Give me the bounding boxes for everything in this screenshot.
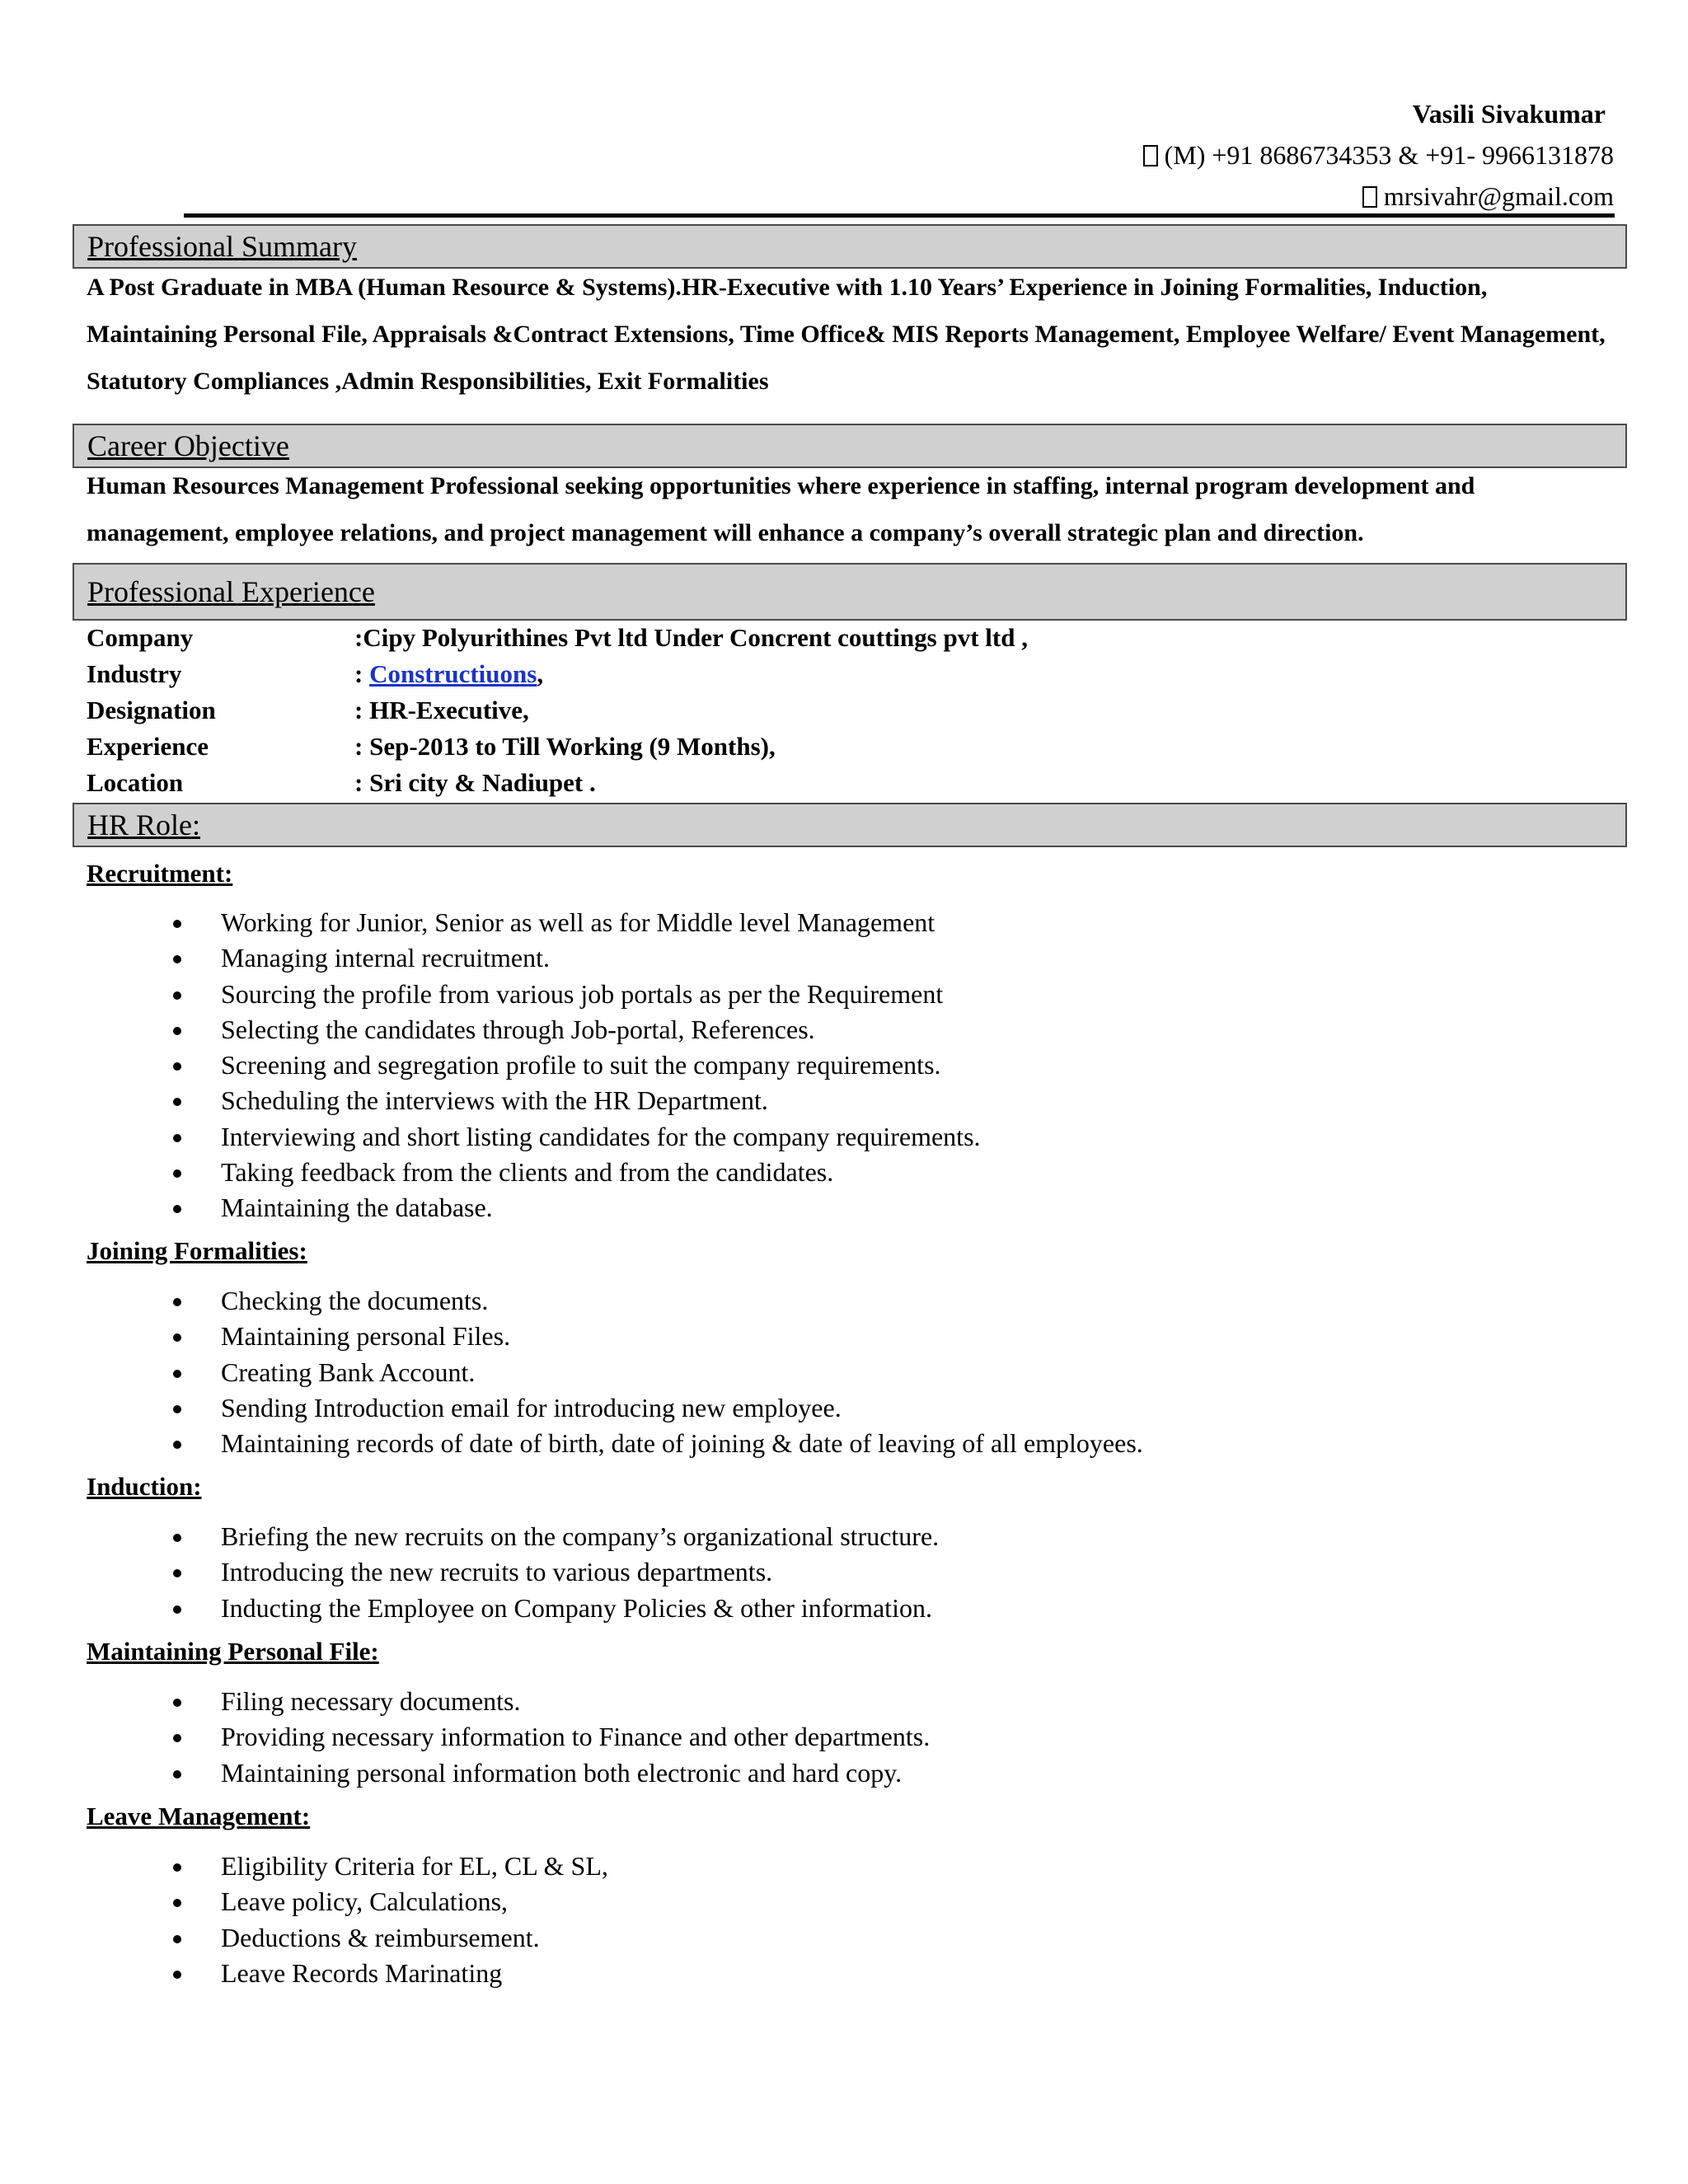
list-item-text: Sending Introduction email for introducing new employee.	[221, 1392, 842, 1422]
detail-row-company	[87, 620, 1028, 656]
detail-row-designation	[87, 692, 1028, 729]
bullet-icon	[173, 1333, 181, 1342]
subheading-joining: Joining Formalities:	[87, 1236, 307, 1265]
list-item-text: Leave policy, Calculations,	[221, 1886, 509, 1917]
bullet-icon	[173, 1405, 181, 1413]
detail-label: Experience	[87, 732, 209, 761]
objective-paragraph: Human Resources Management Professional seeking opportunities where experience in staffing, internal program development and management, employee relations, and project management will enhance a company’s overall strategic plan and direction.	[87, 472, 1475, 546]
bullet-icon	[173, 1370, 181, 1378]
list-item	[0, 1554, 939, 1590]
bullet-icon	[173, 1062, 181, 1071]
list-item	[0, 1719, 930, 1755]
list-item-text: Interviewing and short listing candidates for the company requirements.	[221, 1121, 981, 1151]
bullet-icon	[173, 1134, 181, 1142]
email-text: mrsivahr@gmail.com	[1383, 181, 1614, 211]
list-item-text: Filing necessary documents.	[221, 1686, 521, 1716]
list-item-text: Scheduling the interviews with the HR Department.	[221, 1085, 768, 1116]
list-item	[0, 1390, 1143, 1426]
bullet-icon	[173, 1863, 181, 1872]
candidate-name: Vasili Sivakumar	[1412, 99, 1606, 129]
detail-row-experience	[87, 729, 1028, 765]
bullet-icon	[173, 1971, 181, 1979]
list-item-text: Inducting the Employee on Company Policies & other information.	[221, 1592, 932, 1623]
list-item	[0, 1920, 608, 1956]
list-item-text: Leave Records Marinating	[221, 1957, 503, 1988]
detail-label: Designation	[87, 696, 216, 724]
list-item	[0, 1755, 930, 1791]
subheading-induction: Induction:	[87, 1472, 202, 1501]
bullet-icon	[173, 1534, 181, 1542]
list-item-text: Maintaining personal information both electronic and hard copy.	[221, 1757, 903, 1788]
list-item	[0, 1684, 930, 1719]
list-item	[0, 1884, 608, 1919]
bullet-icon	[173, 955, 181, 963]
section-header-hr-role: HR Role:	[73, 803, 1627, 847]
industry-link[interactable]: Constructiuons	[369, 659, 537, 688]
bullet-icon	[173, 920, 181, 928]
list-item	[0, 1519, 939, 1554]
bullet-icon	[173, 991, 181, 1000]
list-item-text: Deductions & reimbursement.	[221, 1922, 540, 1952]
list-item	[0, 1119, 981, 1155]
detail-label: Company	[87, 623, 194, 652]
industry-suffix: ,	[537, 659, 544, 688]
list-item-text: Working for Junior, Senior as well as for Middle level Management	[221, 907, 935, 937]
industry-prefix: :	[354, 659, 370, 688]
list-item	[0, 1956, 608, 1991]
experience-details	[87, 620, 1028, 801]
bullet-icon	[173, 1734, 181, 1742]
bullet-icon	[173, 1569, 181, 1577]
detail-row-industry	[87, 656, 1028, 692]
list-item	[0, 940, 981, 976]
list-item	[0, 1591, 939, 1626]
list-item-text: Screening and segregation profile to suit the company requirements.	[221, 1050, 941, 1080]
list-item	[0, 905, 981, 940]
list-item-text: Introducing the new recruits to various departments.	[221, 1557, 773, 1587]
bullet-icon	[173, 1605, 181, 1614]
bullet-icon	[173, 1027, 181, 1035]
section-header-objective: Career Objective	[73, 424, 1627, 468]
bullet-icon	[173, 1169, 181, 1178]
list-item	[0, 1849, 608, 1884]
joining-list	[0, 1283, 1143, 1461]
detail-value: :Cipy Polyurithines Pvt ltd Under Concrent couttings pvt ltd ,	[354, 623, 1028, 652]
list-item-text: Managing internal recruitment.	[221, 943, 550, 973]
leave-list	[0, 1849, 608, 1991]
list-item	[0, 1190, 981, 1226]
list-item-text: Checking the documents.	[221, 1286, 489, 1315]
subheading-personal-file: Maintaining Personal File:	[87, 1637, 379, 1666]
detail-row-location	[87, 765, 1028, 801]
bullet-icon	[173, 1298, 181, 1306]
list-item	[0, 1283, 1143, 1319]
detail-value: : Sep-2013 to Till Working (9 Months),	[354, 732, 776, 761]
section-header-summary: Professional Summary	[73, 224, 1627, 269]
bullet-icon	[173, 1899, 181, 1907]
list-item	[0, 1319, 1143, 1354]
email-icon	[1362, 186, 1377, 208]
phone-icon	[1143, 145, 1158, 166]
detail-label: Industry	[87, 659, 182, 688]
bullet-icon	[173, 1441, 181, 1449]
list-item-text: Sourcing the profile from various job portals as per the Requirement	[221, 978, 944, 1009]
email-line	[1362, 180, 1614, 213]
list-item-text: Providing necessary information to Finance and other departments.	[221, 1722, 931, 1752]
list-item	[0, 1155, 981, 1190]
detail-value: : Sri city & Nadiupet .	[354, 768, 596, 797]
phone-line	[1143, 138, 1614, 171]
bullet-icon	[173, 1205, 181, 1213]
list-item	[0, 1426, 1143, 1461]
detail-label: Location	[87, 768, 184, 797]
detail-value: : HR-Executive,	[354, 696, 529, 724]
detail-value	[354, 656, 543, 692]
list-item-text: Taking feedback from the clients and from the candidates.	[221, 1157, 834, 1188]
list-item	[0, 977, 981, 1012]
list-item-text: Eligibility Criteria for EL, CL & SL,	[221, 1851, 608, 1881]
list-item	[0, 1083, 981, 1118]
header-divider	[184, 213, 1615, 218]
personal-file-list	[0, 1684, 930, 1791]
list-item-text: Creating Bank Account.	[221, 1357, 476, 1387]
section-header-experience: Professional Experience	[73, 563, 1627, 621]
list-item	[0, 1047, 981, 1083]
subheading-leave: Leave Management:	[87, 1802, 311, 1830]
list-item	[0, 1355, 1143, 1390]
recruitment-list	[0, 905, 981, 1226]
induction-list	[0, 1519, 939, 1626]
bullet-icon	[173, 1699, 181, 1707]
list-item-text: Maintaining records of date of birth, date of joining & date of leaving of all employees.	[221, 1428, 1143, 1459]
bullet-icon	[173, 1935, 181, 1943]
list-item-text: Selecting the candidates through Job-portal, References.	[221, 1014, 815, 1044]
list-item-text: Maintaining the database.	[221, 1193, 493, 1223]
summary-paragraph: A Post Graduate in MBA (Human Resource & Systems).HR-Executive with 1.10 Years’ Experience in Joining Formalities, Induction, Maintaining Personal File, Appraisals &Contract Extensions, Time Office& MIS Reports Management, Employee Welfare/ Event Management, Statutory Compliances ,Admin Responsibilities, Exit Formalities	[87, 274, 1606, 395]
list-item	[0, 1012, 981, 1047]
phone-text: (M) +91 8686734353 & +91- 9966131878	[1164, 140, 1614, 170]
list-item-text: Maintaining personal Files.	[221, 1321, 511, 1352]
list-item-text: Briefing the new recruits on the company’s organizational structure.	[221, 1521, 940, 1551]
subheading-recruitment: Recruitment:	[87, 859, 233, 888]
bullet-icon	[173, 1098, 181, 1106]
bullet-icon	[173, 1770, 181, 1779]
